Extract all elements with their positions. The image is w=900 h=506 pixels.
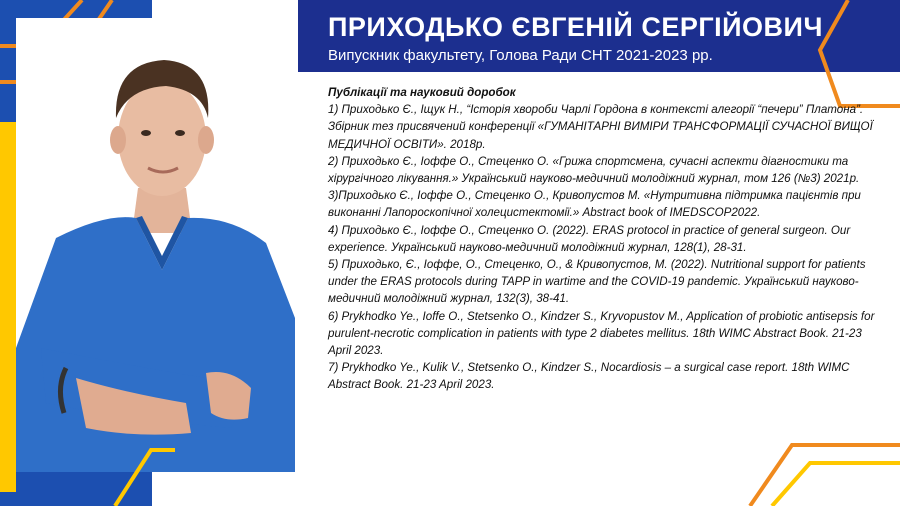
publications-section <box>328 84 883 394</box>
person-subtitle: Випускник факультету, Голова Ради СНТ 2021-2023 рр. <box>328 47 713 64</box>
publication-item: 1) Приходько Є., Іщук Н., “Історія хвороби Чарлі Гордона в контексті алегорії “печери” Платона”. Збірник тез присвячений конференції «ГУМАНІТАРНІ ВИМІРИ ТРАНСФОРМАЦІЇ СУЧАСНОЇ ВИЩОЇ МЕДИЧНОЇ ОСВІТИ». 2018р. <box>328 103 873 151</box>
publication-item: 4) Приходько Є., Іоффе О., Стеценко О. (2022). ERAS protocol in practice of general surgeon. Our experience. Український науково-медичний молодіжний журнал, 128(1), 28-31. <box>328 223 851 254</box>
publication-item: 5) Приходько, Є., Іоффе, О., Стеценко, О., & Кривопустов, М. (2022). Nutritional support for patients under the ERAS protocols during TAPP in wartime and the COVID-19 pandemic. Український науково-медичний молодіжний журнал, 132(3), 38-41. <box>328 258 866 306</box>
corner-lines-bottom-right <box>750 415 900 506</box>
yellow-line-bottom-left <box>115 430 175 506</box>
portrait-photo <box>16 18 295 472</box>
publication-item: 6) Prykhodko Ye., Ioffe O., Stetsenko O., Kindzer S., Kryvopustov M., Application of probiotic antisepsis for purulent-necrotic complication in patients with type 2 diabetes mellitus. 18th WIMC Abstract Book. 21-23 April 2023. <box>328 309 875 358</box>
publication-item: 7) Prykhodko Ye., Kulik V., Stetsenko O., Kindzer S., Nocardiosis – a surgical case report. 18th WIMC Abstract Book. 21-23 April 2023. <box>328 361 850 392</box>
publication-item: 2) Приходько Є., Іоффе О., Стеценко О. «Грижа спортсмена, сучасні аспекти діагностики та хірургічного лікування.» Український науково-медичний молодіжний журнал, том 126 (№3) 2021р. <box>328 154 860 186</box>
publications-heading: Публікації та науковий доробок <box>328 86 516 99</box>
publication-item: 3)Приходько Є., Іоффе О., Стеценко О., Кривопустов М. «Нутритивна підтримка пацієнтів при виконанні Лапороскопічної холецистектомії.» Abstract book of IMEDSCOP2022. <box>328 189 861 220</box>
person-name: ПРИХОДЬКО ЄВГЕНІЙ СЕРГІЙОВИЧ <box>328 12 823 42</box>
yellow-accent-stripe <box>0 122 16 492</box>
